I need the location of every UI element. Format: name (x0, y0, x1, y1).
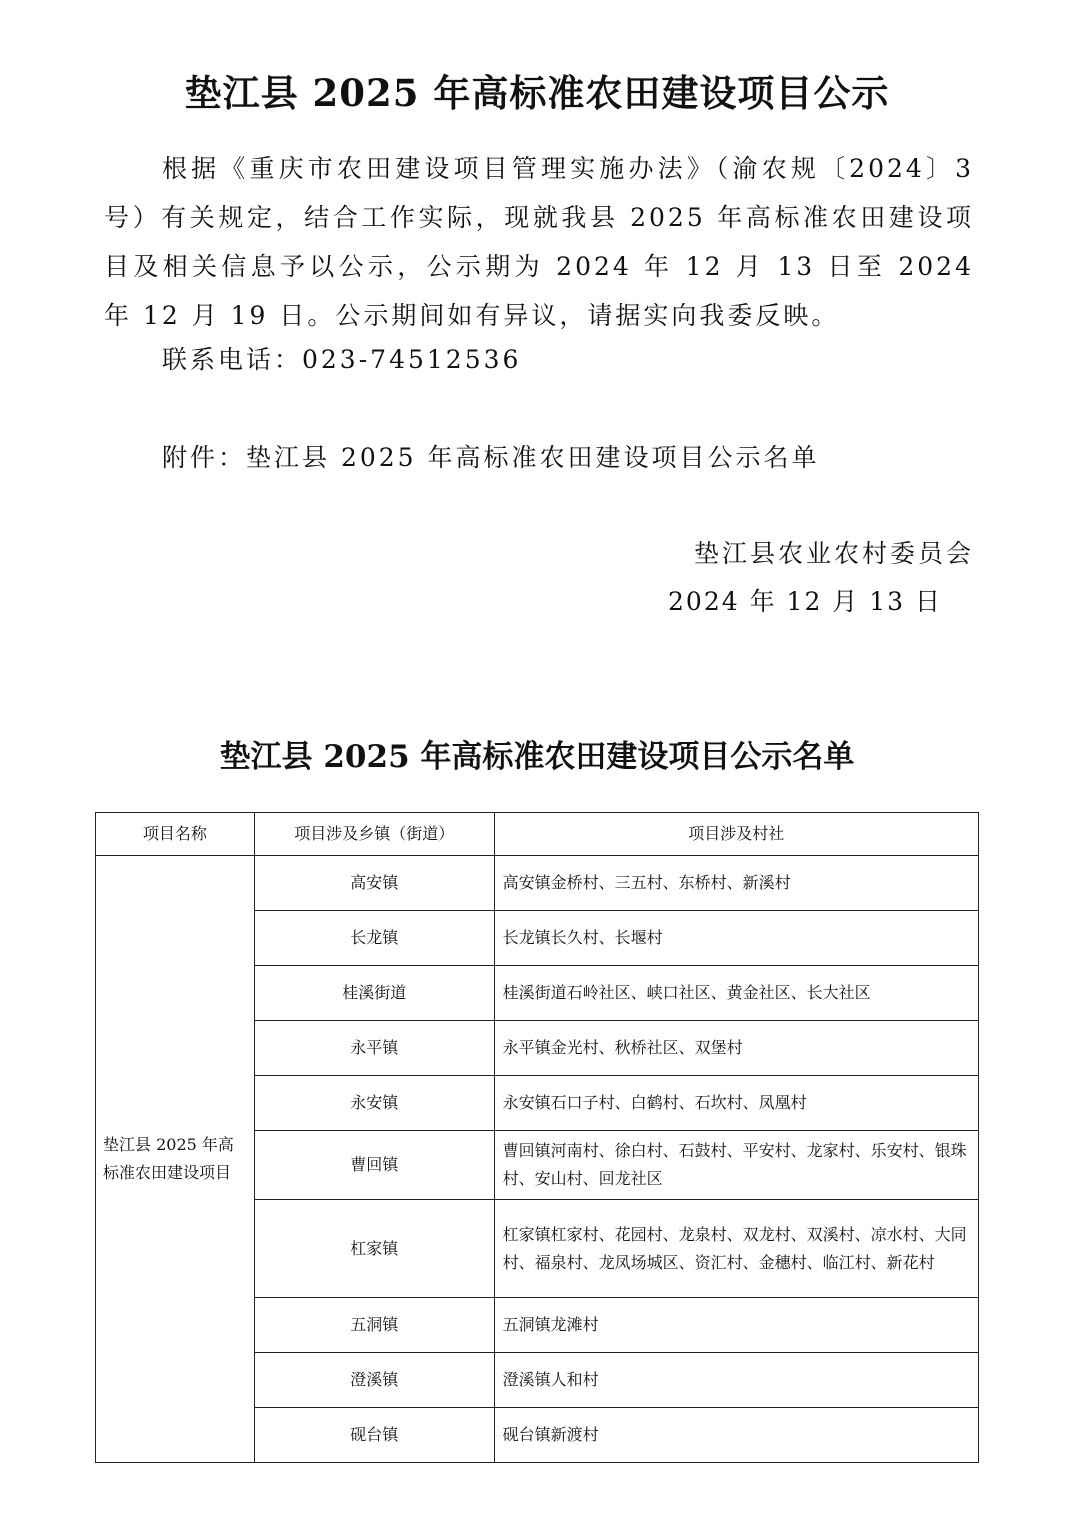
notice-paragraph: 根据《重庆市农田建设项目管理实施办法》（渝农规〔2024〕3号）有关规定，结合工作实际，现就我县 2025 年高标准农田建设项目及相关信息予以公示，公示期为 2024 年 12 月 13 日至 2024 年 12 月 19 日。公示期间如有异议，请据实向我委反映。 (104, 154, 974, 330)
town-cell: 永安镇 (254, 1076, 494, 1131)
villages-cell: 五洞镇龙滩村 (494, 1298, 978, 1353)
villages-cell: 澄溪镇人和村 (494, 1353, 978, 1408)
project-list-table (95, 812, 979, 1463)
villages-cell: 永安镇石口子村、白鹤村、石坎村、凤凰村 (494, 1076, 978, 1131)
list-title: 垫江县 2025 年高标准农田建设项目公示名单 (219, 739, 855, 775)
villages-cell: 桂溪街道石岭社区、峡口社区、黄金社区、长大社区 (494, 966, 978, 1021)
header-town: 项目涉及乡镇（街道） (254, 813, 494, 856)
town-cell: 曹回镇 (254, 1131, 494, 1200)
notice-title: 垫江县 2025 年高标准农田建设项目公示 (184, 71, 890, 115)
table-header-row (96, 813, 979, 856)
town-cell: 澄溪镇 (254, 1353, 494, 1408)
villages-cell: 永平镇金光村、秋桥社区、双堡村 (494, 1021, 978, 1076)
villages-cell: 长龙镇长久村、长堰村 (494, 911, 978, 966)
town-cell: 五洞镇 (254, 1298, 494, 1353)
header-villages: 项目涉及村社 (494, 813, 978, 856)
town-cell: 桂溪街道 (254, 966, 494, 1021)
town-cell: 砚台镇 (254, 1408, 494, 1463)
signature-date: 2024 年 12 月 13 日 (668, 587, 942, 616)
town-cell: 高安镇 (254, 856, 494, 911)
signer-organization: 垫江县农业农村委员会 (693, 539, 974, 568)
contact-phone: 联系电话：023-74512536 (162, 345, 522, 374)
header-project-name: 项目名称 (96, 813, 255, 856)
town-cell: 杠家镇 (254, 1200, 494, 1298)
table-row (96, 856, 979, 911)
villages-cell: 杠家镇杠家村、花园村、龙泉村、双龙村、双溪村、凉水村、大同村、福泉村、龙凤场城区、资汇村、金穗村、临江村、新花村 (494, 1200, 978, 1298)
villages-cell: 曹回镇河南村、徐白村、石鼓村、平安村、龙家村、乐安村、银珠村、安山村、回龙社区 (494, 1131, 978, 1200)
project-name-cell: 垫江县 2025 年高标准农田建设项目 (96, 856, 255, 1463)
town-cell: 永平镇 (254, 1021, 494, 1076)
villages-cell: 高安镇金桥村、三五村、东桥村、新溪村 (494, 856, 978, 911)
attachment-line: 附件：垫江县 2025 年高标准农田建设项目公示名单 (162, 443, 820, 472)
villages-cell: 砚台镇新渡村 (494, 1408, 978, 1463)
town-cell: 长龙镇 (254, 911, 494, 966)
